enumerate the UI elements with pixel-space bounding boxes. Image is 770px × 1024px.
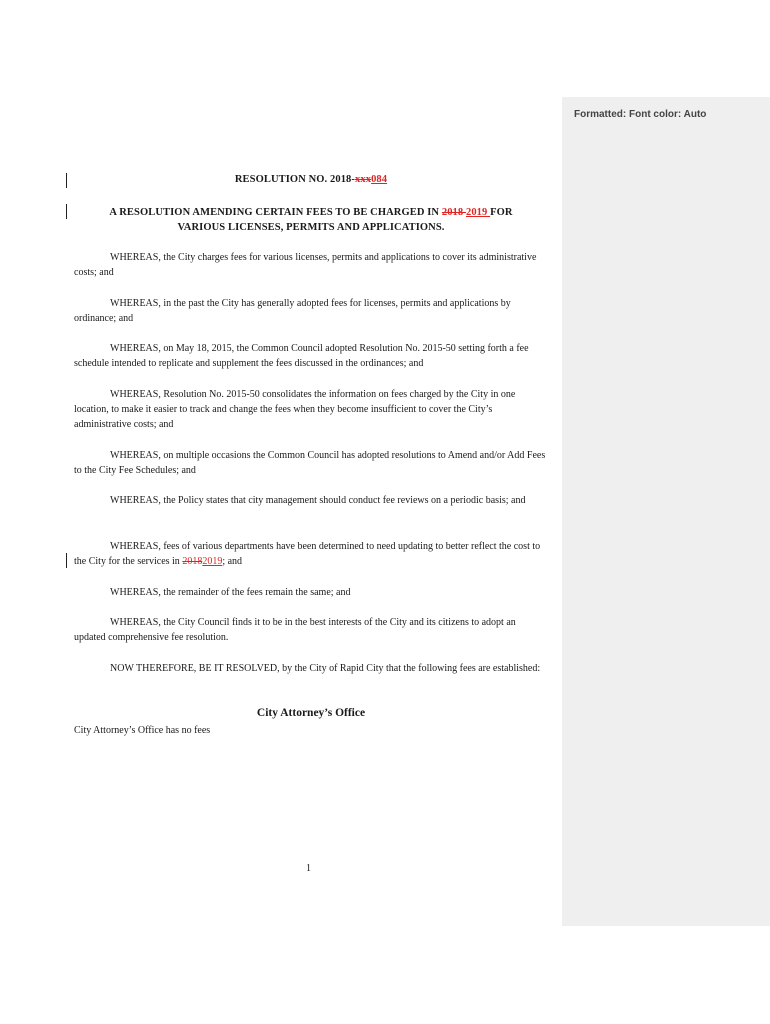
resolution-number (74, 174, 548, 185)
whereas-paragraph (74, 539, 548, 569)
resolved-paragraph (74, 661, 548, 676)
change-bar (66, 173, 67, 188)
inserted-text: 2019 (202, 556, 223, 567)
paragraph-text: WHEREAS, on multiple occasions the Common Council has adopted resolutions to Amend and/or Add Fees to the City Fee Schedules; and (74, 450, 546, 476)
change-bar (66, 553, 67, 568)
page-number: 1 (306, 863, 311, 874)
resolution-label: RESOLUTION NO. 2018- (234, 174, 355, 185)
section-body: City Attorney’s Office has no fees (74, 725, 211, 736)
paragraph-text: WHEREAS, on May 18, 2015, the Common Council adopted Resolution No. 2015-50 setting forth a fee schedule intended to replicate and supplement the fees discussed in the ordinances; and (74, 343, 529, 369)
paragraph-text: WHEREAS, the remainder of the fees remain the same; and (110, 587, 351, 598)
paragraph-text: WHEREAS, the City Council finds it to be in the best interests of the City and its citizens to adopt an updated comprehensive fee resolution. (74, 617, 516, 643)
deleted-text: 2018 (182, 556, 203, 567)
comment-balloon[interactable]: Formatted: Font color: Auto (574, 109, 707, 120)
comments-pane (562, 97, 770, 926)
inserted-text: 2019 (465, 207, 491, 218)
paragraph-text: NOW THEREFORE, BE IT RESOLVED, by the City of Rapid City that the following fees are established: (110, 663, 541, 674)
inserted-text: 084 (371, 174, 388, 185)
whereas-paragraph (74, 387, 548, 432)
paragraph-text: WHEREAS, Resolution No. 2015-50 consolidates the information on fees charged by the City in one location, to make it easier to track and change the fees when they become insufficient to cover the City’s administrative costs; and (74, 389, 516, 430)
title-line2: VARIOUS LICENSES, PERMITS AND APPLICATIONS. (177, 222, 445, 233)
deleted-text: 2018 (441, 207, 466, 218)
paragraph-text: WHEREAS, the City charges fees for various licenses, permits and applications to cover its administrative costs; and (74, 252, 537, 278)
whereas-paragraph (74, 585, 548, 600)
whereas-paragraph (74, 615, 548, 645)
paragraph-text: ; and (222, 556, 243, 567)
resolution-title (74, 205, 548, 235)
whereas-paragraph (74, 250, 548, 280)
paragraph-text: WHEREAS, the Policy states that city management should conduct fee reviews on a periodic basis; and (110, 495, 526, 506)
paragraph-text: WHEREAS, fees of various departments have been determined to need updating to better reflect the cost to the City for the services in (74, 541, 541, 567)
paragraph-text: WHEREAS, in the past the City has generally adopted fees for licenses, permits and applications by ordinance; and (74, 298, 511, 324)
deleted-text: xxx (355, 174, 372, 185)
change-bar (66, 204, 67, 219)
title-suffix: FOR (490, 207, 513, 218)
whereas-paragraph (74, 493, 548, 508)
whereas-paragraph (74, 341, 548, 371)
whereas-paragraph (74, 296, 548, 326)
whereas-paragraph (74, 448, 548, 478)
section-heading: City Attorney’s Office (256, 707, 366, 719)
title-prefix: A RESOLUTION AMENDING CERTAIN FEES TO BE CHARGED IN (109, 207, 442, 218)
